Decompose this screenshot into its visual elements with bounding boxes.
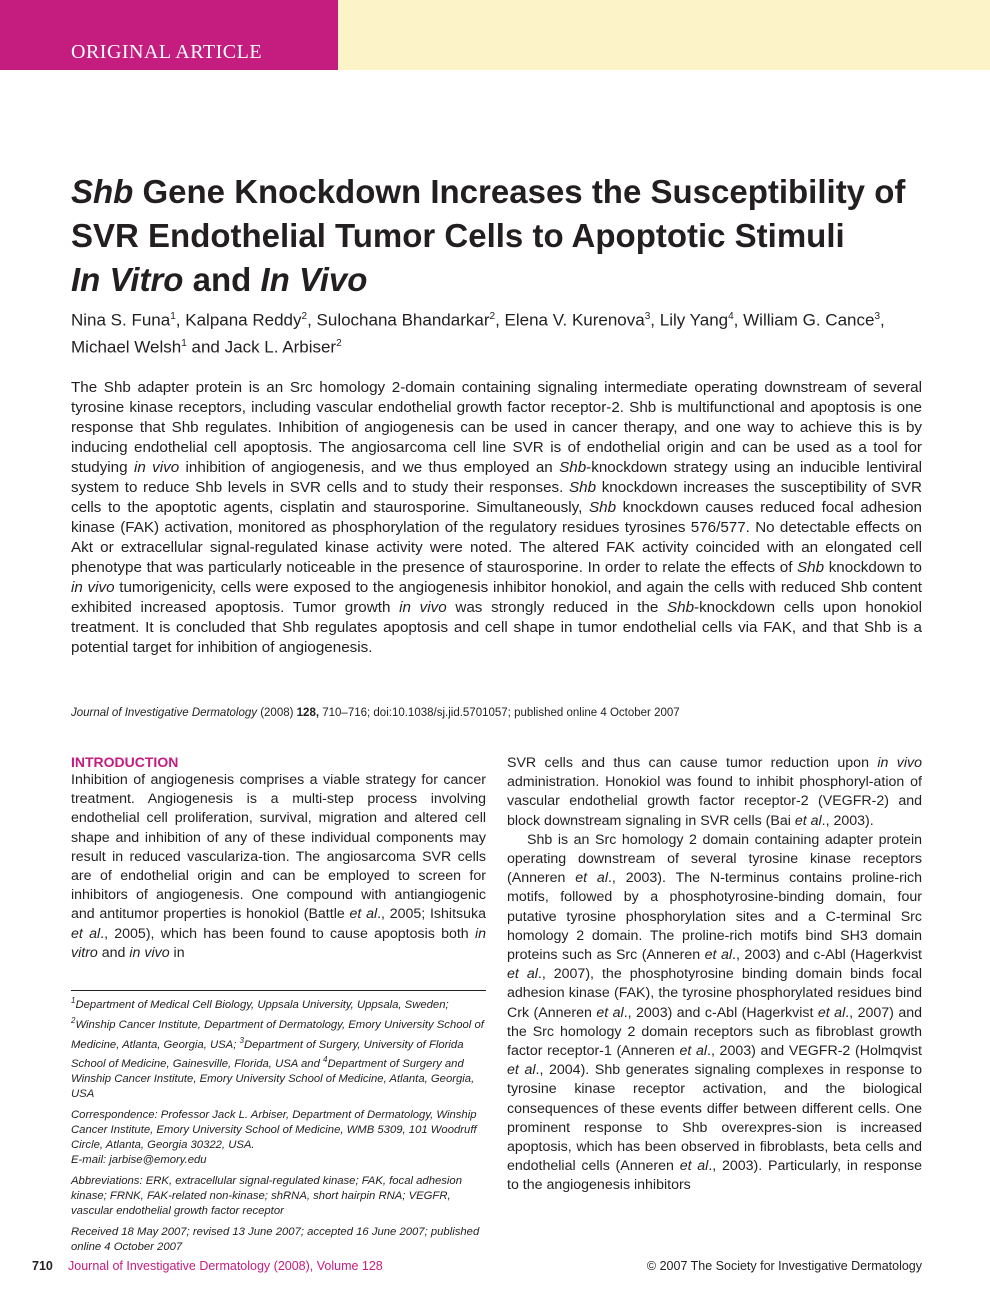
intro-paragraph-1 (71, 771, 486, 963)
author-separator: and (186, 337, 225, 357)
text-run: Winship Cancer Institute, Department of Dermatology, Emory University School of Medicine, Atlanta, Georgia, USA; (71, 1018, 484, 1051)
footnote-divider (71, 990, 486, 991)
text-run: SVR cells and thus can cause tumor reduction upon (507, 755, 878, 771)
text-run: inhibition of angiogenesis, and we thus employed an (179, 459, 560, 476)
footer-copyright: © 2007 The Society for Investigative Dermatology (646, 1259, 922, 1273)
title-in-vivo: In Vivo (260, 261, 368, 298)
text-run: et al (71, 925, 101, 942)
author-name: Elena V. Kurenova (504, 310, 645, 330)
text-run: et al (596, 1004, 624, 1021)
text-run: ., 2004). Shb generates signaling complexes in response to tyrosine kinase receptor activation, and the biological consequences of these events differ between different cells. One prominent response to Shb overexpres-sion is increased apoptosis, which has been observed in fibroblasts, beta cells and endothelial cells (Anneren (507, 1062, 922, 1175)
left-column (71, 754, 486, 963)
title-and: and (183, 261, 261, 298)
author-separator: , (733, 310, 744, 330)
affiliations (71, 993, 486, 1102)
author-affiliation-mark: 4 (728, 311, 734, 322)
text-run: et al (679, 1043, 708, 1060)
text-run: Journal of Investigative Dermatology (71, 707, 258, 719)
author-separator: , (307, 310, 317, 330)
correspondence-text: Correspondence: Professor Jack L. Arbiser, Department of Dermatology, Winship Cancer Institute, Emory University School of Medicine, WMB 5309, 101 Woodruff Circle, Atlanta, Georgia 30322, USA. (71, 1109, 477, 1152)
text-run: ., 2007) and the Src homology 2 domain receptors such as fibroblast growth factor receptor-1 (Anneren (507, 1004, 922, 1060)
footer-journal: Journal of Investigative Dermatology (2008), Volume 128 (68, 1259, 383, 1273)
text-run: -knockdown cells upon honokiol treatment. It is concluded that Shb regulates apoptosis and cell shape in tumor endothelial cells via FAK, and that Shb is a potential target for inhibition of angiogenesis. (71, 599, 922, 656)
text-run: et al (679, 1158, 709, 1175)
text-run: ., 2007), the phosphotyrosine binding domain binds focal adhesion kinase (FAK), the tyrosine phosphorylated residues bind Crk (Anneren (507, 966, 922, 1021)
right-column (507, 754, 922, 1196)
author-affiliation-mark: 1 (170, 311, 176, 322)
author-affiliation-mark: 3 (644, 311, 651, 322)
banner-band (338, 0, 990, 70)
text-run: 2 (71, 1015, 76, 1025)
text-run: and (97, 944, 130, 961)
correspondence (71, 1108, 486, 1168)
article-title (71, 170, 941, 302)
text-run: et al (817, 1004, 846, 1021)
author-list (71, 305, 931, 358)
title-in-vitro: In Vitro (71, 261, 184, 298)
text-run: 3 (239, 1035, 244, 1045)
author-separator: , (650, 310, 660, 330)
correspondence-email: E-mail: jarbise@emory.edu (71, 1154, 207, 1167)
author-name: Lily Yang (659, 310, 729, 330)
title-main: Gene Knockdown Increases the Susceptibility of SVR Endothelial Tumor Cells to Apoptotic Stimuli (71, 173, 906, 254)
text-run: in vivo (71, 579, 115, 596)
text-run: et al (507, 966, 538, 983)
text-run: ., 2003). Particularly, in response to the angiogenesis inhibitors (507, 1158, 922, 1194)
text-run: et al (507, 1062, 536, 1079)
page-footer (0, 1256, 990, 1282)
author-separator: , (175, 310, 186, 330)
section-heading-introduction: INTRODUCTION (71, 754, 179, 770)
text-run: in vivo (133, 459, 180, 476)
text-run: The Shb adapter protein is an Src homology 2-domain containing signaling intermediate operating downstream of several tyrosine kinase receptors, including vascular endothelial growth factor receptor-2. Shb is multifunctional and apoptosis is one response that Shb regulates. Inhibition of angiogenesis can be used in cancer therapy, and one way to achieve this is by inducing endothelial cell apoptosis. The angiosarcoma cell line SVR is of endothelial origin and can be used as a tool for studying (71, 379, 922, 476)
text-run: Department of Surgery and Winship Cancer Institute, Emory University School of Medicine, Atlanta, Georgia, USA (71, 1058, 475, 1101)
text-run: ., 2005), which has been found to cause apoptosis both (100, 925, 475, 942)
intro-paragraph-2 (507, 831, 922, 1196)
text-run: (2008) (257, 707, 297, 719)
text-run: Shb (667, 599, 695, 616)
text-run: knockdown to (824, 559, 922, 576)
text-run: Shb (569, 479, 597, 496)
text-run: et al (349, 906, 378, 923)
title-gene-name: Shb (71, 173, 134, 210)
text-run: tumorigenicity, cells were exposed to the angiogenesis inhibitor honokiol, and again the cells with reduced Shb content exhibited increased apoptosis. Tumor growth (71, 579, 923, 616)
text-run: knockdown causes reduced focal adhesion kinase (FAK) activation, monitored as phosphorylation of the regulatory residues tyrosines 576/577. No detectable effects on Akt or extracellular signal-regulated kinase activity were noted. The altered FAK activity coincided with an elongated cell phenotype that was particularly noticeable in the presence of staurosporine. In order to relate the effects of (71, 499, 922, 576)
text-run: knockdown increases the susceptibility of SVR cells to the apoptotic agents, cisplatin and staurosporine. Simultaneously, (71, 479, 923, 516)
text-run: in vivo (399, 599, 447, 616)
author-affiliation-mark: 2 (336, 337, 342, 349)
text-run: in vivo (877, 755, 922, 771)
text-run: ., 2003). The N-terminus contains proline-rich motifs, followed by a phosphotyrosine-binding domain, four putative tyrosine phosphorylation sites and a C-terminal Src homology 2 domain. The proline-rich motifs bind SH3 domain proteins such as Src (Anneren (507, 870, 922, 964)
citation-line (71, 707, 922, 719)
author-affiliation-mark: 3 (874, 311, 880, 322)
abbreviations: Abbreviations: ERK, extracellular signal-regulated kinase; FAK, focal adhesion kinase; FRNK, FAK-related non-kinase; shRNA, short hairpin RNA; VEGFR, vascular endothelial growth factor receptor (71, 1175, 462, 1218)
author-name: Michael Welsh (71, 337, 182, 357)
text-run: et al (704, 947, 733, 964)
text-run: 1 (71, 996, 76, 1005)
article-type-banner (0, 0, 338, 70)
text-run: ., 2003) and c-Abl (Hagerkvist (732, 947, 922, 964)
intro-paragraph-1-cont (507, 754, 922, 831)
abstract (71, 378, 922, 658)
text-run: 710–716; doi:10.1038/sj.jid.5701057; published online 4 October 2007 (319, 707, 680, 719)
text-run: ., 2003) and c-Abl (Hagerkvist (623, 1004, 818, 1021)
text-run: Shb is an Src homology 2 domain containing adapter protein operating downstream of several tyrosine kinase receptors (Anneren (507, 831, 922, 887)
author-affiliation-mark: 2 (489, 311, 496, 322)
author-separator: , (495, 310, 505, 330)
text-run: 4 (323, 1055, 328, 1065)
text-run: -knockdown strategy using an inducible lentiviral system to reduce Shb levels in SVR cells and to study their responses. (71, 459, 922, 496)
text-run: Department of Medical Cell Biology, Uppsala University, Uppsala, Sweden; (75, 998, 449, 1011)
page-number: 710 (32, 1259, 53, 1273)
text-run: in (169, 944, 185, 961)
footnotes (71, 993, 486, 1261)
received-dates: Received 18 May 2007; revised 13 June 2007; accepted 16 June 2007; published online 4 October 2007 (71, 1226, 480, 1254)
author-affiliation-mark: 1 (181, 337, 187, 349)
text-run: ., 2003). (821, 812, 874, 829)
text-run: et al (794, 812, 822, 829)
text-run: administration. Honokiol was found to inhibit phosphoryl-ation of vascular endothelial growth factor receptor-2 (VEGFR-2) and block downstream signaling in SVR cells (Bai (507, 774, 922, 829)
text-run: Department of Surgery, University of Florida School of Medicine, Gainesville, Florida, USA and (71, 1038, 464, 1071)
author-name: Sulochana Bhandarkar (316, 310, 490, 330)
text-run: Inhibition of angiogenesis comprises a viable strategy for cancer treatment. Angiogenesis is a multi-step process involving endothelial cell proliferation, survival, migration and altered cell shape and inhibition of any of these individual components may result in reduced vasculariza-tion. The angiosarcoma SVR cells are of endothelial origin and can be employed to screen for inhibitors of angiogenesis. One compound with antiangiogenic and antitumor properties is honokiol (Battle (71, 772, 486, 923)
author-name: Jack L. Arbiser (224, 337, 337, 357)
text-run: 128, (296, 707, 320, 719)
text-run: in vivo (129, 944, 170, 961)
text-run: was strongly reduced in the (446, 599, 667, 616)
author-affiliation-mark: 2 (301, 311, 308, 322)
text-run: Shb (589, 499, 617, 516)
text-run: Shb (559, 459, 587, 476)
text-run: et al (575, 870, 608, 887)
author-name: Kalpana Reddy (185, 310, 302, 330)
text-run: ., 2003) and VEGFR-2 (Holmqvist (707, 1043, 922, 1060)
author-separator: , (880, 310, 885, 330)
text-run: Shb (797, 559, 825, 576)
text-run: ., 2005; Ishitsuka (377, 906, 486, 923)
text-run: in vitro (71, 925, 486, 961)
article-type-label: ORIGINAL ARTICLE (71, 41, 263, 63)
author-name: Nina S. Funa (71, 310, 171, 330)
author-name: William G. Cance (743, 310, 875, 330)
